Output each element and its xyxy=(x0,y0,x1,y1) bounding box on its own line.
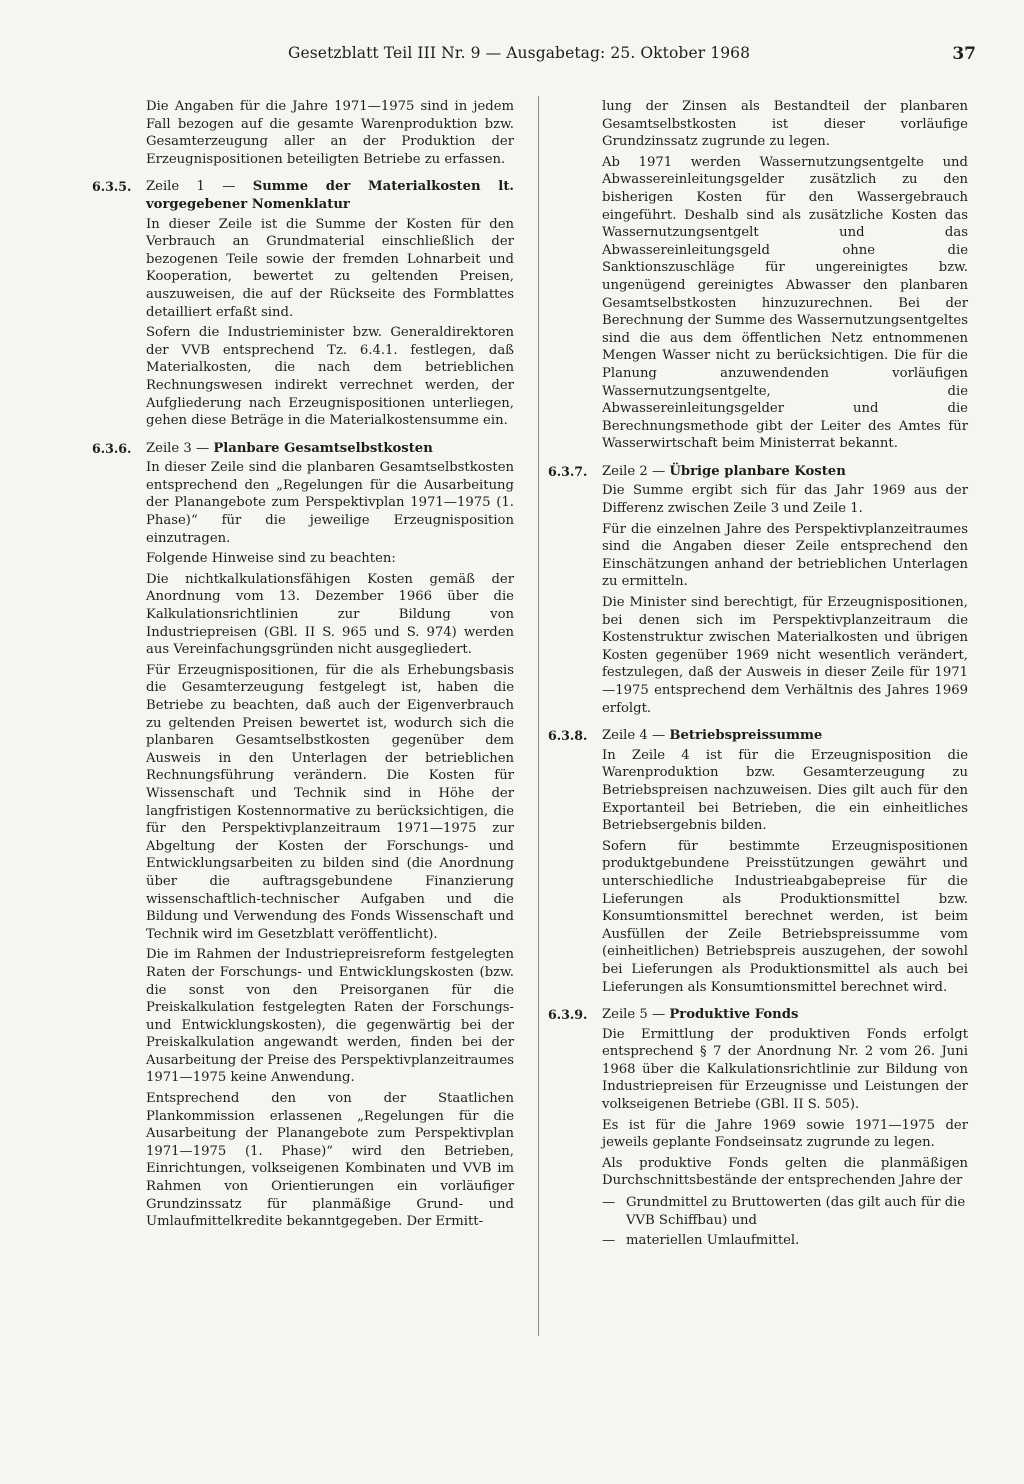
section-title: Planbare Gesamtselbstkosten xyxy=(213,440,433,456)
section-number: 6.3.8. xyxy=(548,728,588,744)
section-number: 6.3.5. xyxy=(92,179,132,195)
page-header xyxy=(288,44,976,68)
section-label: Zeile 3 — xyxy=(146,440,210,456)
section-number: 6.3.6. xyxy=(92,440,132,456)
paragraph: Als produktive Fonds gelten die planmäßigen Durchschnittsbestände der entsprechenden Jahre der xyxy=(602,1155,968,1189)
paragraph: In Zeile 4 ist für die Erzeugnisposition die Warenproduktion bzw. Gesamterzeugung zu Betriebspreisen nachzuweisen. Dies gilt auch für den Exportanteil bei Betrieben, die ein einheitliches Betriebsergebnis bilden. xyxy=(602,747,968,834)
paragraph: Sofern die Industrieminister bzw. Generaldirektoren der VVB entsprechend Tz. 6.4.1. festlegen, daß Materialkosten, die nach dem betrieblichen Rechnungswesen indirekt verrechnet werden, der Aufgliederung nach Erzeugnispositionen unterliegen, gehen diese Beträge in die Materialkostensumme ein. xyxy=(146,325,514,429)
publication-title: Gesetzblatt Teil III Nr. 9 — Ausgabetag: 25. Oktober 1968 xyxy=(288,44,751,62)
section-label: Zeile 4 — xyxy=(602,728,666,744)
section-6-3-7 xyxy=(548,463,968,717)
paragraph: Sofern für bestimmte Erzeugnispositionen produktgebundene Preisstützungen gewährt und unterschiedliche Industrieabgabepreise für die Lieferungen als Produktionsmittel bzw. Konsumtionsmittel berechnet werden, ist beim Ausfüllen der Zeile Betriebspreissumme vom (einheitlichen) Betriebspreis auszugehen, der sowohl bei Lieferungen als Produktionsmittel als auch bei Lieferungen als Konsumtionsmittel berechnet wird. xyxy=(602,838,968,995)
section-heading xyxy=(602,1006,968,1024)
paragraph: Die nichtkalkulationsfähigen Kosten gemäß der Anordnung vom 13. Dezember 1966 über die Kalkulationsrichtlinien zur Bildung von Industriepreisen (GBl. II S. 965 und S. 974) werden aus Vereinfachungsgründen nicht ausgegliedert. xyxy=(146,571,514,658)
section-6-3-9 xyxy=(548,1006,968,1250)
paragraph: Die im Rahmen der Industriepreisreform festgelegten Raten der Forschungs- und Entwicklungskosten (bzw. die sonst von den Preisorganen für die Preiskalkulation festgelegten Raten der Forschungs- und Entwicklungskosten), die gegenwärtig bei der Preiskalkulation angewandt werden, finden bei der Ausarbeitung der Preise des Perspektivplanzeitraumes 1971—1975 keine Anwendung. xyxy=(146,947,514,1086)
paragraph: Folgende Hinweise sind zu beachten: xyxy=(146,551,396,567)
paragraph: Die Ermittlung der produktiven Fonds erfolgt entsprechend § 7 der Anordnung Nr. 2 vom 26. Juni 1968 über die Kalkulationsrichtlinie zur Bildung von Industriepreisen für Erzeugnisse und Leistungen der volkseigenen Betriebe (GBl. II S. 505). xyxy=(602,1026,968,1113)
column-divider xyxy=(538,96,539,1336)
paragraph: Die Summe ergibt sich für das Jahr 1969 aus der Differenz zwischen Zeile 3 und Zeile 1. xyxy=(602,483,968,517)
section-heading xyxy=(146,178,514,213)
paragraph: Für die einzelnen Jahre des Perspektivplanzeitraumes sind die Angaben dieser Zeile entsprechend den Einschätzungen anhand der betrieblichen Unterlagen zu ermitteln. xyxy=(602,521,968,590)
section-label: Zeile 2 — xyxy=(602,463,666,479)
paragraph: Für Erzeugnispositionen, für die als Erhebungsbasis die Gesamterzeugung festgelegt ist, haben die Betriebe zu beachten, daß auch der Eigenverbrauch zu geltenden Preisen bewertet ist, wodurch sich die planbaren Gesamtselbstkosten gegenüber dem Ausweis in den Unterlagen der betrieblichen Rechnungsführung verändern. Die Kosten für Wissenschaft und Technik sind in Höhe der langfristigen Kostennormative zu berücksichtigen, die für den Perspektivplanzeitraum 1971—1975 zur Abgeltung der Kosten der Forschungs- und Entwicklungsarbeiten zu bilden sind (die Anordnung über die auftragsgebundene Finanzierung wissenschaftlich-technischer Aufgaben und die Bildung und Verwendung des Fonds Wissenschaft und Technik wird im Gesetzblatt veröffentlicht). xyxy=(146,662,514,942)
section-6-3-6 xyxy=(92,440,514,1231)
section-label: Zeile 1 — xyxy=(146,179,236,195)
paragraph: Entsprechend den von der Staatlichen Plankommission erlassenen „Regelungen für die Ausarbeitung der Planangebote zum Perspektivplan 1971—1975 (1. Phase)“ wird den Betrieben, Einrichtungen, volkseigenen Kombinaten und VVB im Rahmen von Orientierungen ein vorläufiger Grundzinssatz für planmäßige Grund- und Umlaufmittelkredite bekanntgegeben. Der Ermitt- xyxy=(146,1091,514,1230)
paragraph: Die Minister sind berechtigt, für Erzeugnispositionen, bei denen sich im Perspektivplanzeitraum die Kostenstruktur zwischen Materialkosten und übrigen Kosten gegenüber 1969 nicht wesentlich verändert, festzulegen, daß der Ausweis in dieser Zeile für 1971—1975 entsprechend dem Verhältnis des Jahres 1969 erfolgt. xyxy=(602,595,968,716)
section-title: Summe der Materialkosten lt. vorgegebener Nomenklatur xyxy=(146,179,514,212)
continuation-paragraph: lung der Zinsen als Bestandteil der planbaren Gesamtselbstkosten ist dieser vorläufige Grundzinssatz zugrunde zu legen. xyxy=(602,99,968,150)
section-number: 6.3.9. xyxy=(548,1007,588,1023)
list-dash: — xyxy=(602,1195,616,1211)
left-column xyxy=(92,98,514,1234)
paragraph: Es ist für die Jahre 1969 sowie 1971—1975 der jeweils geplante Fondseinsatz zugrunde zu legen. xyxy=(602,1117,968,1151)
continuation-paragraph: Ab 1971 werden Wassernutzungsentgelte und Abwassereinleitungsgelder zusätzlich zu den bisherigen Kosten für den Wassergebrauch eingeführt. Deshalb sind als zusätzliche Kosten das Wassernutzungsentgelt und das Abwassereinleitungsgeld ohne die Sanktionszuschläge für ungereinigtes bzw. ungenügend gereinigtes Abwasser den planbaren Gesamtselbstkosten hinzuzurechnen. Bei der Berechnung der Summe des Wassernutzungsentgeltes sind die aus dem öffentlichen Netz entnommenen Mengen Wasser nicht zu berücksichtigen. Die für die Planung anzuwendenden vorläufigen Wassernutzungsentgelte, die Abwassereinleitungsgelder und die Berechnungsmethode gibt der Leiter des Amtes für Wasserwirtschaft beim Ministerrat bekannt. xyxy=(602,154,968,452)
section-title: Produktive Fonds xyxy=(669,1007,799,1023)
section-number: 6.3.7. xyxy=(548,463,588,479)
list-dash: — xyxy=(602,1233,616,1249)
right-column xyxy=(548,98,968,1253)
section-heading xyxy=(146,440,514,458)
section-heading xyxy=(602,727,968,745)
section-title: Übrige planbare Kosten xyxy=(669,463,846,479)
section-6-3-5 xyxy=(92,178,514,429)
fonds-list xyxy=(602,1194,968,1250)
section-heading xyxy=(602,463,968,481)
section-6-3-8 xyxy=(548,727,968,996)
paragraph: In dieser Zeile sind die planbaren Gesamtselbstkosten entsprechend den „Regelungen für die Ausarbeitung der Planangebote zum Perspektivplan 1971—1975 (1. Phase)“ für die jeweilige Erzeugnisposition einzutragen. xyxy=(146,460,514,546)
section-title: Betriebspreissumme xyxy=(669,728,823,744)
list-item-text: Grundmittel zu Bruttowerten (das gilt auch für die VVB Schiffbau) und xyxy=(626,1195,966,1228)
section-label: Zeile 5 — xyxy=(602,1007,666,1023)
list-item-text: materiellen Umlaufmittel. xyxy=(626,1233,800,1249)
list-item xyxy=(602,1194,968,1229)
list-item xyxy=(602,1232,968,1250)
page-number: 37 xyxy=(952,44,976,64)
intro-paragraph: Die Angaben für die Jahre 1971—1975 sind in jedem Fall bezogen auf die gesamte Warenproduktion bzw. Gesamterzeugung aller an der Produktion der Erzeugnispositionen beteiligten Betriebe zu erfassen. xyxy=(146,99,514,167)
paragraph: In dieser Zeile ist die Summe der Kosten für den Verbrauch an Grundmaterial einschließlich der bezogenen Teile sowie der fremden Lohnarbeit und Kooperation, bewertet zu geltenden Preisen, auszuweisen, die auf der Rückseite des Formblattes detailliert erfaßt sind. xyxy=(146,216,514,320)
